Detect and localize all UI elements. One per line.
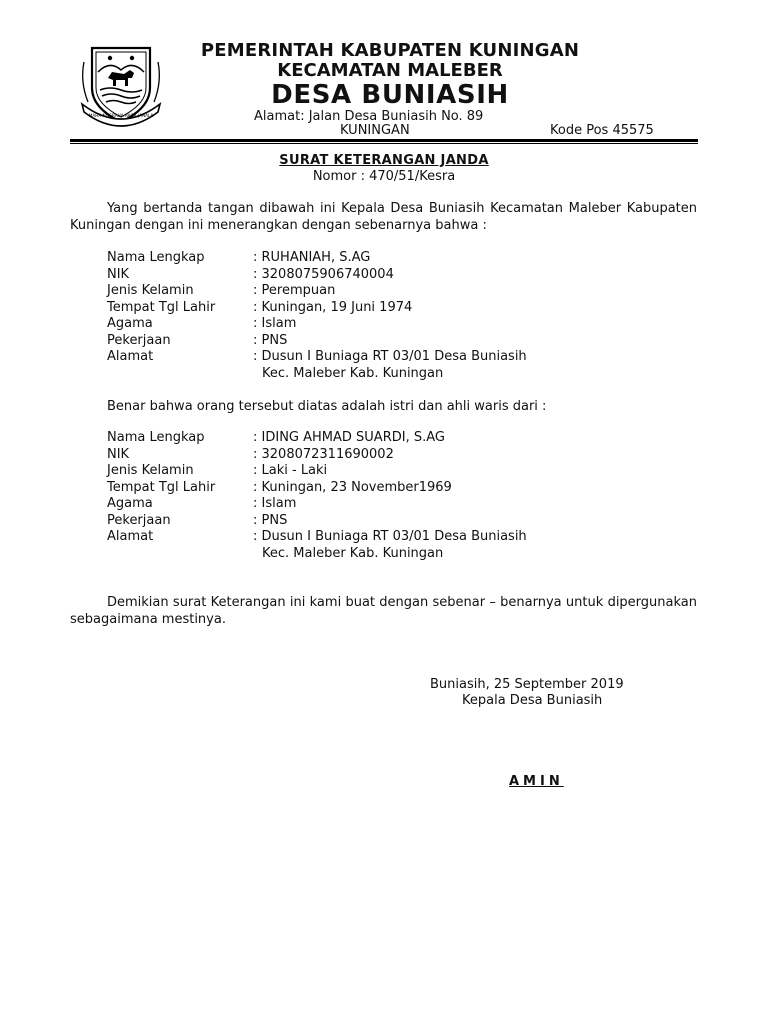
letter-title: SURAT KETERANGAN JANDA	[279, 153, 489, 168]
postal-code: Kode Pos 45575	[550, 123, 654, 138]
spouse-label-birth: Tempat Tgl Lahir	[107, 479, 216, 495]
spouse-label-address: Alamat	[107, 529, 154, 544]
subject-value-gender: : Perempuan	[253, 283, 336, 298]
spouse-value-address: : Dusun I Buniaga RT 03/01 Desa Buniasih	[253, 529, 527, 544]
signature-place-date: Buniasih, 25 September 2019	[430, 677, 624, 692]
subject-value-address: : Dusun I Buniaga RT 03/01 Desa Buniasih	[253, 349, 527, 364]
logo-motto: MAHA NUGRAHA RAGA JANALA	[88, 113, 154, 118]
spouse-label-gender: Jenis Kelamin	[107, 463, 194, 478]
subject-value-address-cont: Kec. Maleber Kab. Kuningan	[262, 365, 444, 381]
subject-label-birth: Tempat Tgl Lahir	[107, 299, 216, 315]
office-city: KUNINGAN	[340, 123, 410, 138]
subject-label-address: Alamat	[107, 349, 154, 364]
closing-text: Demikian surat Keterangan ini kami buat dengan sebenar – benarnya untuk dipergunakan sebagaimana mestinya.	[70, 595, 697, 627]
middle-paragraph	[70, 399, 697, 416]
office-address: Alamat: Jalan Desa Buniasih No. 89	[254, 109, 484, 124]
subject-label-gender: Jenis Kelamin	[107, 283, 194, 298]
spouse-value-occupation: : PNS	[253, 512, 288, 528]
spouse-value-gender: : Laki - Laki	[253, 463, 328, 478]
letter-number: Nomor : 470/51/Kesra	[312, 169, 456, 184]
spouse-value-address-cont: Kec. Maleber Kab. Kuningan	[262, 545, 444, 561]
spouse-value-birth: : Kuningan, 23 November1969	[253, 479, 452, 495]
signatory-name: AMIN	[509, 774, 564, 789]
letterhead-divider-thin	[70, 143, 698, 144]
signature-position: Kepala Desa Buniasih	[462, 693, 603, 708]
spouse-value-nik: : 3208072311690002	[253, 446, 394, 462]
subject-label-religion: Agama	[107, 316, 153, 331]
government-name: PEMERINTAH KABUPATEN KUNINGAN	[200, 40, 580, 61]
opening-paragraph	[70, 201, 697, 234]
subject-value-birth: : Kuningan, 19 Juni 1974	[253, 299, 413, 315]
letterhead-divider-thick	[70, 139, 698, 142]
subject-label-nik: NIK	[107, 266, 130, 282]
opening-text: Yang bertanda tangan dibawah ini Kepala Desa Buniasih Kecamatan Maleber Kabupaten Kuningan dengan ini menerangkan dengan sebenarnya bahwa :	[70, 201, 697, 233]
subject-value-occupation: : PNS	[253, 332, 288, 348]
subject-label-name: Nama Lengkap	[107, 250, 205, 265]
village-name: DESA BUNIASIH	[271, 80, 509, 110]
closing-paragraph	[70, 595, 697, 628]
spouse-label-religion: Agama	[107, 496, 153, 511]
subject-value-religion: : Islam	[253, 316, 297, 331]
spouse-label-occupation: Pekerjaan	[107, 512, 171, 528]
regency-emblem-logo	[78, 42, 164, 128]
subject-value-nik: : 3208075906740004	[253, 266, 394, 282]
district-name: KECAMATAN MALEBER	[277, 60, 503, 81]
spouse-label-nik: NIK	[107, 446, 130, 462]
middle-text: Benar bahwa orang tersebut diatas adalah istri dan ahli waris dari :	[107, 399, 547, 414]
subject-label-occupation: Pekerjaan	[107, 332, 171, 348]
subject-value-name: : RUHANIAH, S.AG	[253, 250, 371, 265]
spouse-value-name: : IDING AHMAD SUARDI, S.AG	[253, 430, 445, 445]
spouse-value-religion: : Islam	[253, 496, 297, 511]
spouse-label-name: Nama Lengkap	[107, 430, 205, 445]
